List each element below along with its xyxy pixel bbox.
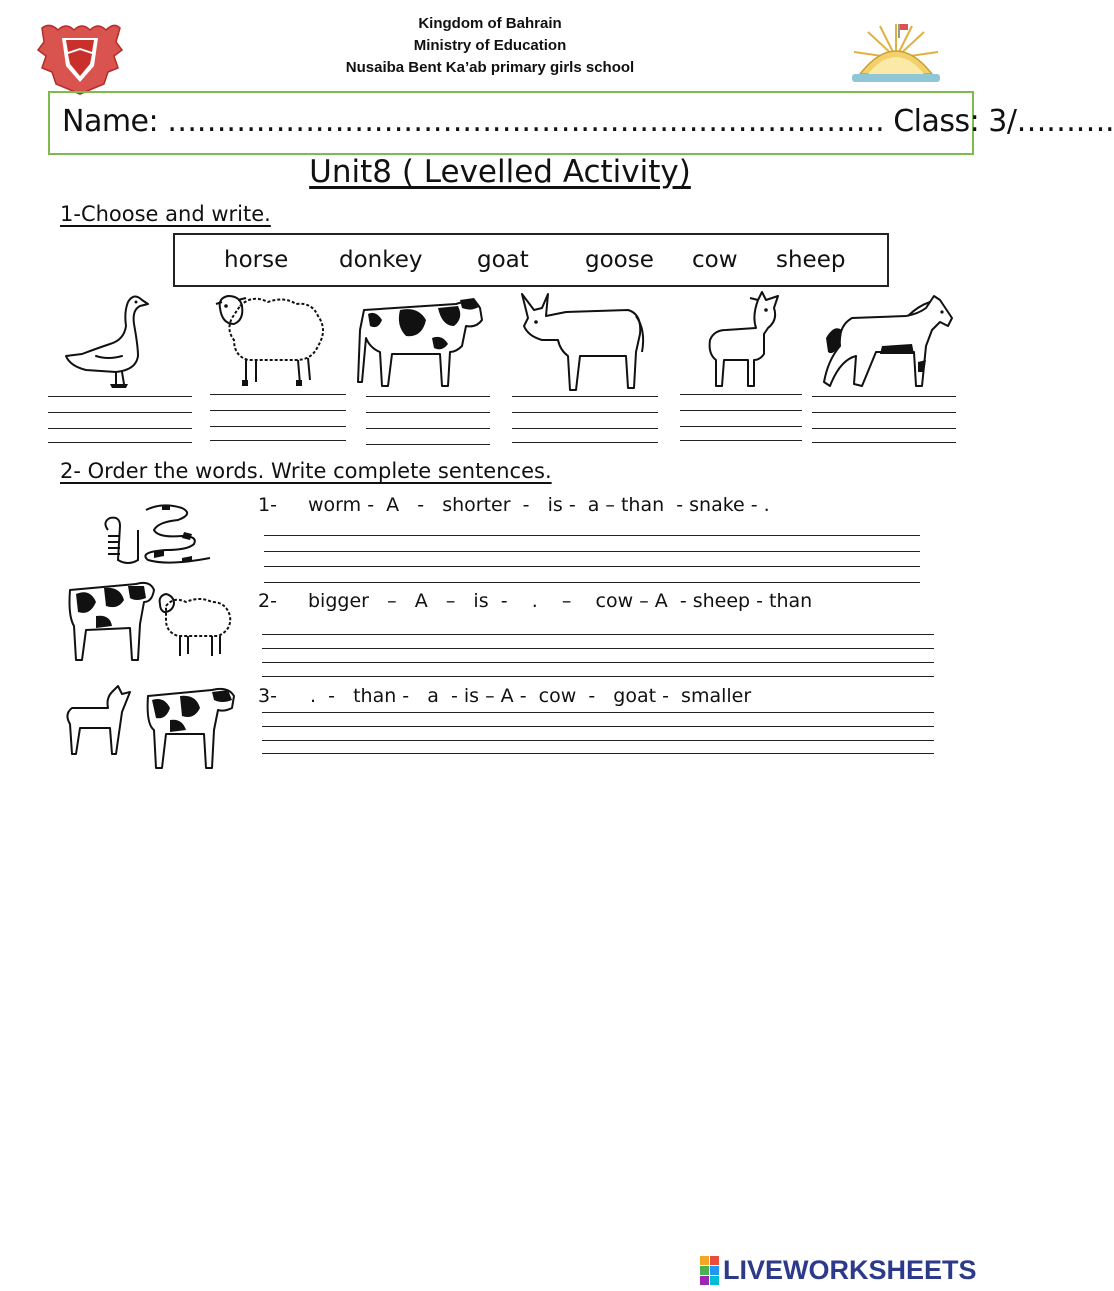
answer-line[interactable]	[48, 428, 192, 429]
logo-square	[700, 1256, 709, 1265]
header-ministry: Ministry of Education	[413, 37, 567, 54]
name-class-line[interactable]: Name: ………………………………………………………………. Class: 3/……….	[62, 104, 1114, 139]
answer-line[interactable]	[512, 412, 658, 413]
answer-line[interactable]	[366, 444, 490, 445]
answer-line[interactable]	[512, 442, 658, 443]
writing-line[interactable]	[264, 551, 920, 552]
goat-picture	[704, 290, 786, 390]
donkey-picture	[516, 290, 648, 394]
answer-line[interactable]	[210, 394, 346, 395]
answer-line[interactable]	[48, 412, 192, 413]
answer-line[interactable]	[210, 410, 346, 411]
word-goose[interactable]: goose	[585, 247, 654, 273]
answer-line[interactable]	[680, 410, 802, 411]
answer-line[interactable]	[512, 396, 658, 397]
answer-line[interactable]	[680, 394, 802, 395]
sentence-2-words: bigger – A – is - . – cow – A - sheep - than	[308, 590, 813, 612]
bahrain-emblem-logo	[36, 20, 124, 96]
liveworksheets-logo[interactable]	[700, 1255, 977, 1285]
logo-square	[710, 1276, 719, 1285]
writing-line[interactable]	[262, 740, 934, 741]
answer-line[interactable]	[210, 440, 346, 441]
sentence-3-number: 3-	[258, 685, 277, 707]
sentence-2-number: 2-	[258, 590, 277, 612]
word-horse[interactable]: horse	[224, 247, 289, 273]
writing-line[interactable]	[264, 566, 920, 567]
writing-line[interactable]	[262, 712, 934, 713]
writing-line[interactable]	[262, 676, 934, 677]
sentence-1-number: 1-	[258, 494, 277, 516]
header-kingdom: Kingdom of Bahrain	[418, 15, 562, 32]
word-donkey[interactable]: donkey	[339, 247, 423, 273]
sentence-3-words: . - than - a - is – A - cow - goat - smaller	[310, 685, 752, 707]
logo-square	[710, 1266, 719, 1275]
writing-line[interactable]	[262, 726, 934, 727]
goat-cow-picture	[62, 678, 242, 770]
sentence-1-words: worm - A - shorter - is - a – than - snake - .	[308, 494, 770, 516]
answer-line[interactable]	[366, 396, 490, 397]
answer-line[interactable]	[812, 412, 956, 413]
answer-line[interactable]	[48, 396, 192, 397]
answer-line[interactable]	[812, 428, 956, 429]
writing-line[interactable]	[264, 535, 920, 536]
answer-line[interactable]	[812, 396, 956, 397]
writing-line[interactable]	[264, 582, 920, 583]
answer-line[interactable]	[812, 442, 956, 443]
question-2-title: 2- Order the words. Write complete sentences.	[60, 459, 552, 483]
answer-line[interactable]	[512, 428, 658, 429]
answer-line[interactable]	[366, 428, 490, 429]
writing-line[interactable]	[262, 753, 934, 754]
liveworksheets-brand-text: LIVEWORKSHEETS	[723, 1254, 977, 1285]
answer-line[interactable]	[680, 426, 802, 427]
horse-picture	[822, 290, 958, 390]
answer-line[interactable]	[680, 440, 802, 441]
school-logo	[846, 18, 946, 86]
page-title: Unit8 ( Levelled Activity)	[309, 154, 691, 190]
word-goat[interactable]: goat	[477, 247, 529, 273]
answer-line[interactable]	[366, 412, 490, 413]
logo-square	[700, 1266, 709, 1275]
question-1-title: 1-Choose and write.	[60, 202, 271, 226]
answer-line[interactable]	[48, 442, 192, 443]
word-sheep[interactable]: sheep	[776, 247, 846, 273]
writing-line[interactable]	[262, 648, 934, 649]
goose-picture	[62, 290, 156, 390]
word-cow[interactable]: cow	[692, 247, 738, 273]
worm-snake-picture	[98, 500, 216, 570]
answer-line[interactable]	[210, 426, 346, 427]
header-school: Nusaiba Bent Ka’ab primary girls school	[345, 59, 635, 76]
cow-picture	[356, 290, 490, 390]
logo-square	[710, 1256, 719, 1265]
liveworksheets-squares-icon	[700, 1256, 719, 1285]
logo-square	[700, 1276, 709, 1285]
writing-line[interactable]	[262, 634, 934, 635]
sheep-picture	[212, 290, 328, 390]
writing-line[interactable]	[262, 662, 934, 663]
cow-sheep-picture	[66, 576, 236, 664]
